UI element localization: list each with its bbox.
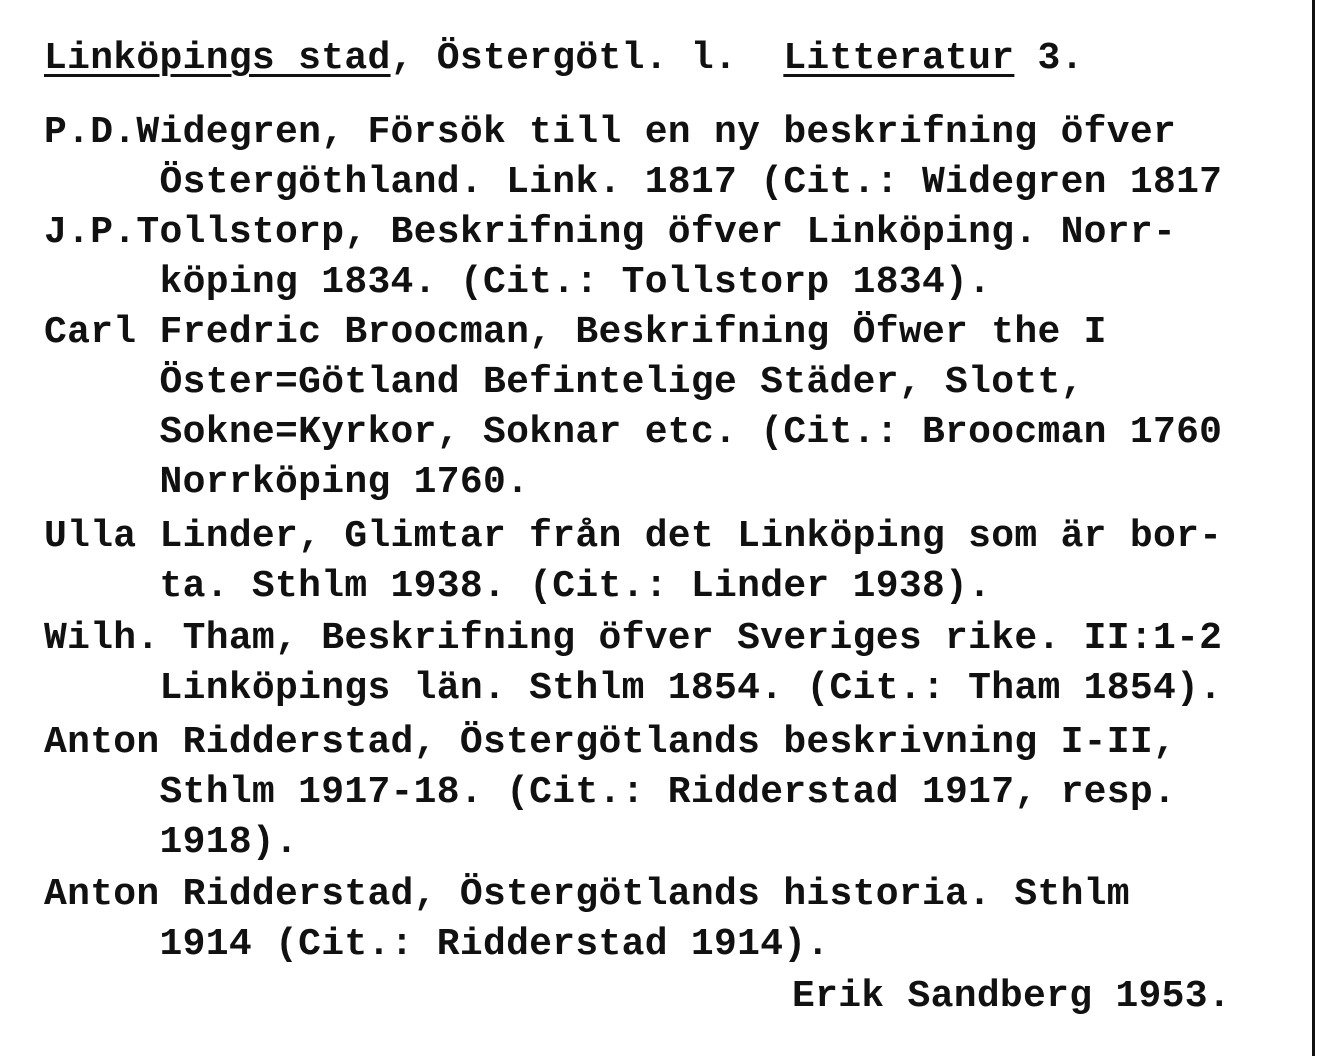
heading-place: Linköpings stad [44,37,391,80]
signature: Erik Sandberg 1953. [792,975,1231,1018]
text-line: Östergöthland. Link. 1817 (Cit.: Widegren 1817 [44,161,1223,204]
text-line: Norrköping 1760. [44,461,530,504]
text-line: 1918). [44,821,299,864]
text-line: P.D.Widegren, Försök till en ny beskrifning öfver [44,111,1177,154]
text-line: Linköpings län. Sthlm 1854. (Cit.: Tham 1854). [44,667,1223,710]
text-line: Sokne=Kyrkor, Soknar etc. (Cit.: Broocman 1760 [44,411,1223,454]
text-line: 1914 (Cit.: Ridderstad 1914). [44,923,830,966]
text-line: Ulla Linder, Glimtar från det Linköping som är bor- [44,515,1223,558]
text-line: Anton Ridderstad, Östergötlands historia. Sthlm [44,873,1130,916]
heading-section: Litteratur [783,37,1015,80]
heading-region: , Östergötl. l. [390,37,784,80]
card-edge-line [1312,0,1315,1056]
text-line: köping 1834. (Cit.: Tollstorp 1834). [44,261,992,304]
text-line: ta. Sthlm 1938. (Cit.: Linder 1938). [44,565,992,608]
text-line: Sthlm 1917-18. (Cit.: Ridderstad 1917, resp. [44,771,1177,814]
text-line: Wilh. Tham, Beskrifning öfver Sveriges rike. II:1-2 [44,617,1223,660]
heading-number: 3. [1014,37,1084,80]
text-line: Anton Ridderstad, Östergötlands beskrivning I-II, [44,721,1177,764]
text-line: Carl Fredric Broocman, Beskrifning Öfwer the I [44,311,1107,354]
text-line: Öster=Götland Befintelige Städer, Slott, [44,361,1084,404]
text-line: J.P.Tollstorp, Beskrifning öfver Linköping. Norr- [44,211,1177,254]
card-heading [44,37,1084,80]
